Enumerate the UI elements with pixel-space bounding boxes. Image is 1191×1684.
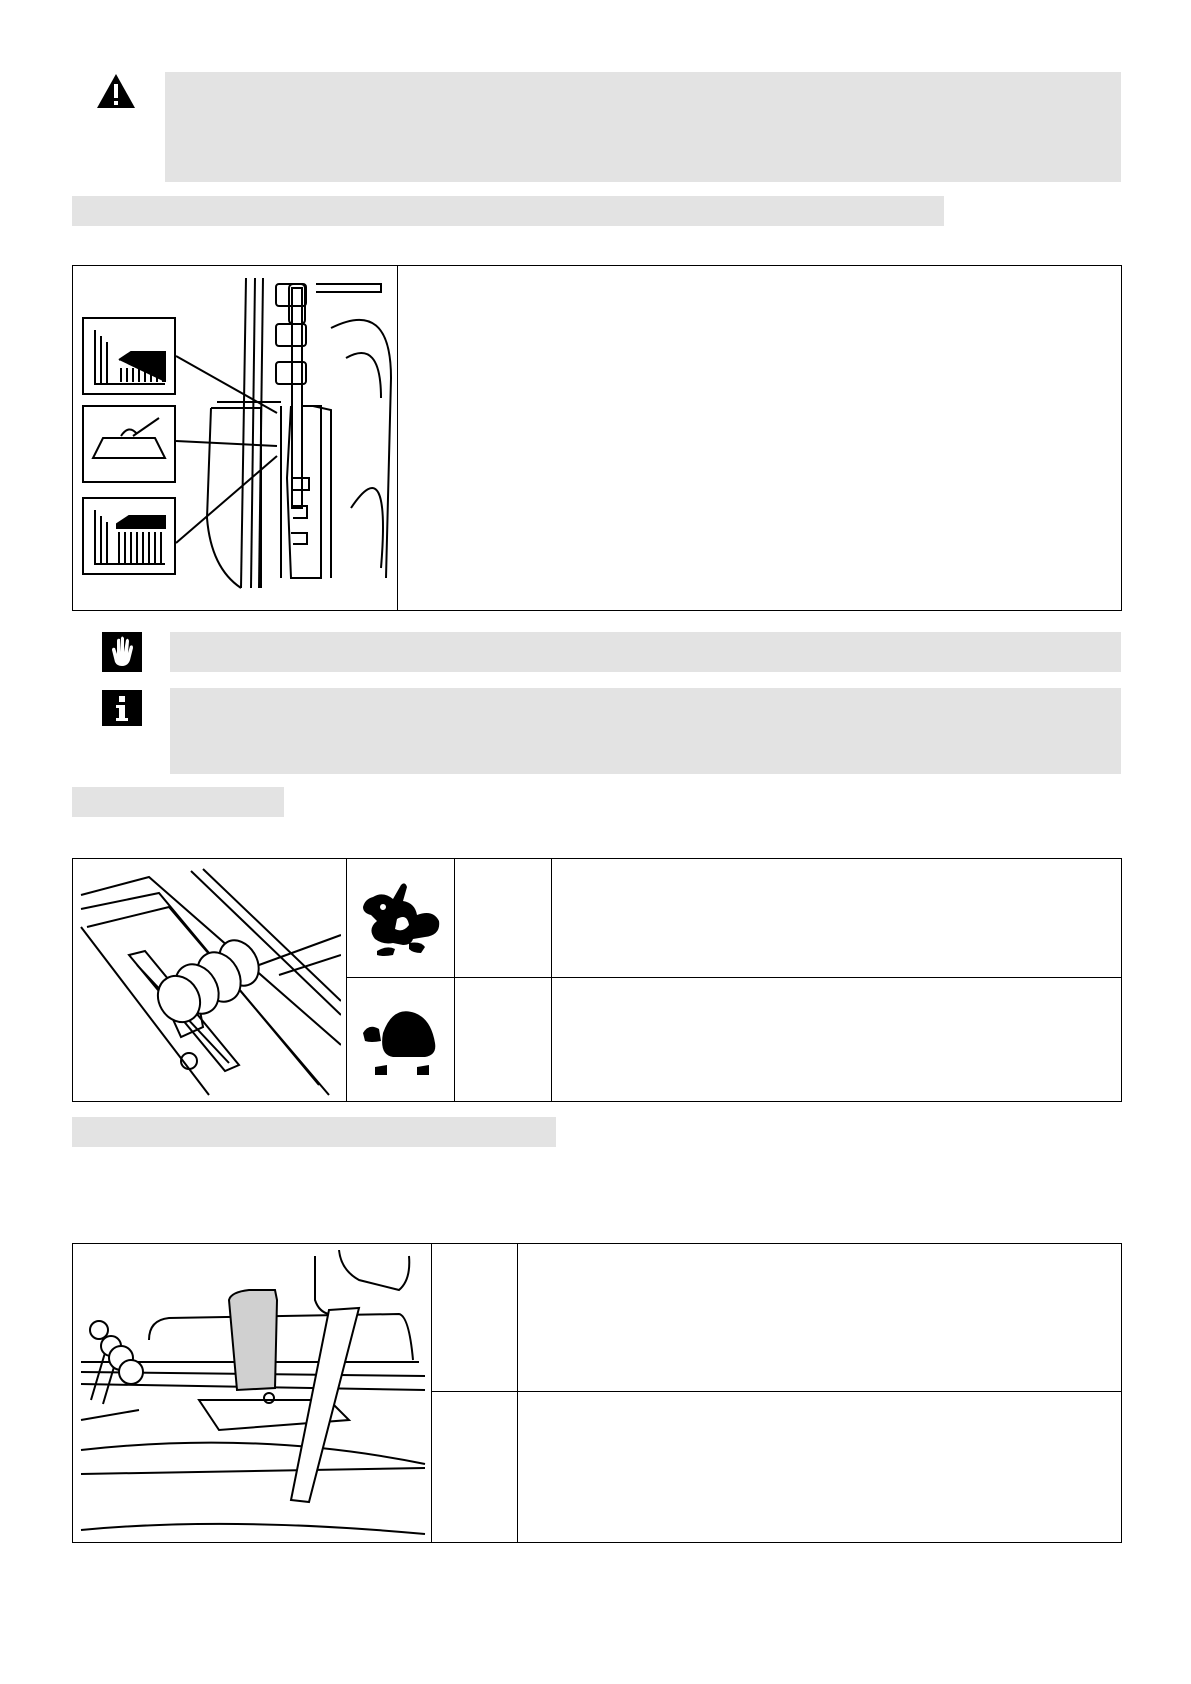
mid-height-pictogram bbox=[83, 406, 175, 482]
drive-lever-illustration bbox=[79, 1250, 429, 1538]
info-notice bbox=[102, 690, 142, 726]
warning-text-panel bbox=[165, 72, 1121, 182]
rabbit-icon bbox=[353, 879, 448, 959]
warning-triangle-icon bbox=[95, 72, 137, 110]
rabbit-cell bbox=[353, 879, 448, 959]
section-heading-speed bbox=[72, 787, 284, 817]
max-height-pictogram bbox=[83, 318, 175, 394]
section-heading-cutting-height bbox=[72, 196, 944, 226]
stop-text-panel bbox=[170, 632, 1121, 672]
stop-notice bbox=[102, 632, 142, 672]
speed-table bbox=[72, 858, 1122, 1102]
stop-hand-icon bbox=[102, 632, 142, 672]
info-text-panel bbox=[170, 688, 1121, 774]
drive-lever-table bbox=[72, 1243, 1122, 1543]
cutting-height-lever-illustration bbox=[81, 278, 395, 598]
section-heading-drive bbox=[72, 1117, 556, 1147]
info-icon bbox=[102, 690, 142, 726]
cutting-height-table bbox=[72, 265, 1122, 611]
min-height-pictogram bbox=[83, 498, 175, 574]
turtle-icon bbox=[353, 993, 448, 1083]
warning-notice bbox=[95, 72, 137, 110]
throttle-illustration bbox=[79, 865, 341, 1097]
turtle-cell bbox=[353, 993, 448, 1083]
